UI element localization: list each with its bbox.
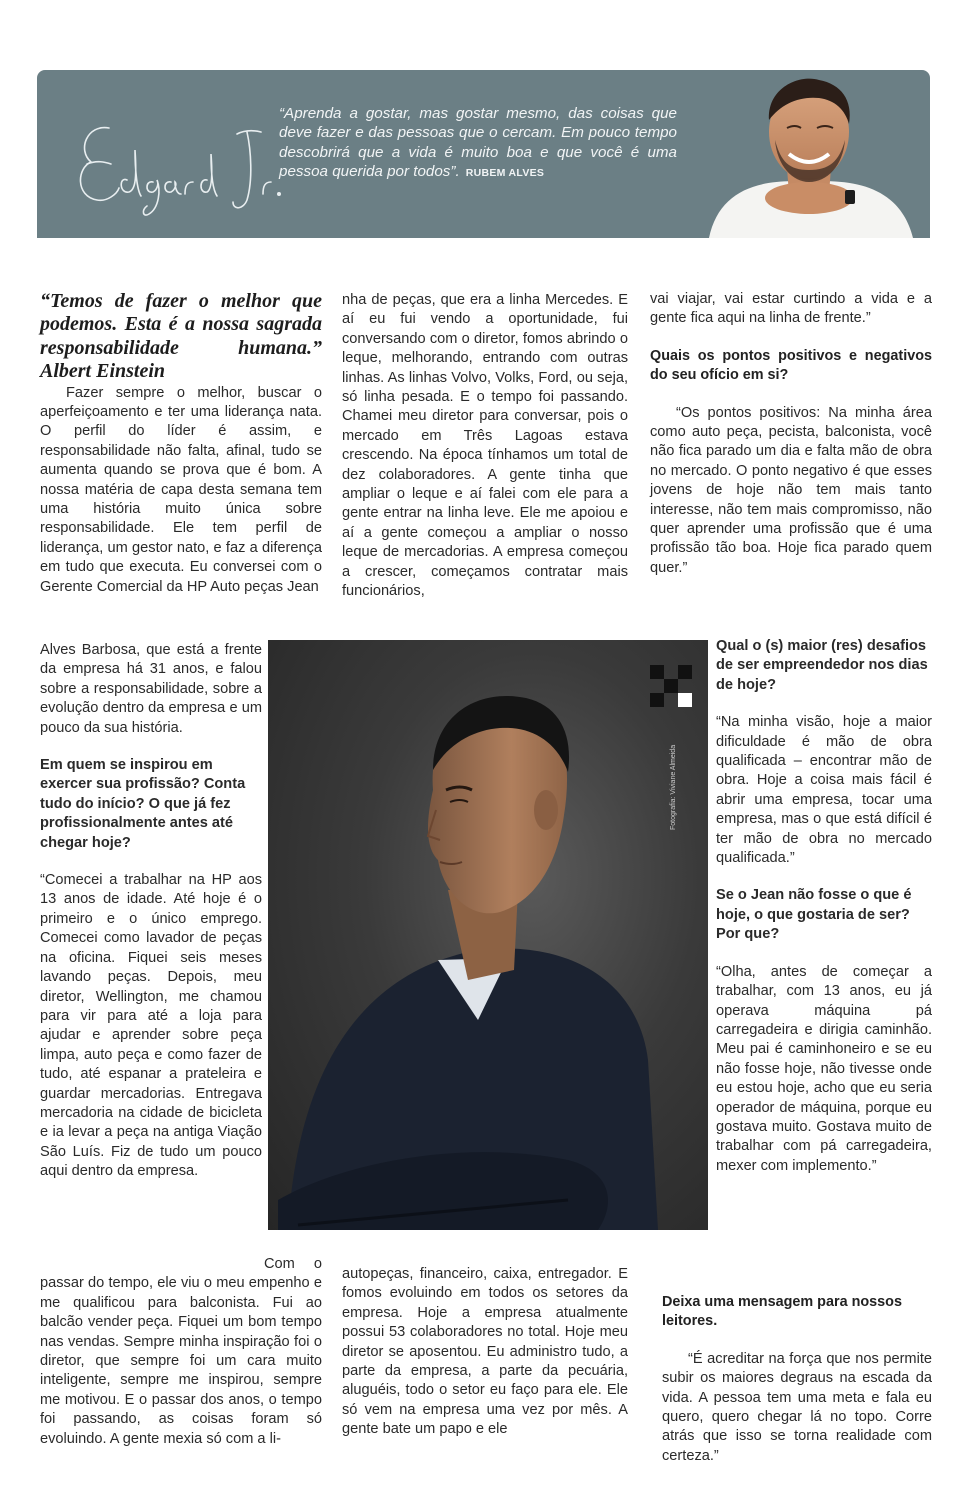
header-quote-text: “Aprenda a gostar, mas gostar mesmo, das coisas que deve fazer e das pessoas que o cercam. Em pouco tempo descobrirá que a vida é muito boa e que você é uma pessoa querida por todos”. (279, 105, 677, 181)
columnist-portrait (669, 70, 930, 238)
column-2-bottom (342, 1265, 628, 1440)
answer-1-part-4: autopeças, financeiro, caixa, entregador. E fomos evoluindo em todos os setores da empresa. Hoje a empresa atualmente possui 53 colaboradores no total. Hoje meu diretor se aposentou. Eu administro tudo, a parte da empresa, a parte da pecuária, aluguéis, todo o setor eu faço para ele. Ele só vem na empresa uma vez por mês. A gente bate um papo e ele (342, 1266, 628, 1438)
question-1: Em quem se inspirou em exercer sua profissão? Conta tudo do início? O que já fez profissionalmente antes até chegar hoje? (40, 757, 246, 851)
answer-2: “Os pontos positivos: Na minha área como auto peça, pecista, balconista, você não fica parado um dia e falta mão de obra no mercado. O ponto negativo é que esses jovens de hoje não tem mais tanto interesse, não tem mais compromisso, não quer aprender uma profissão que é uma profissão tão boa. Hoje fica parado quem quer.” (650, 404, 932, 576)
answer-1-part-2-block (40, 1255, 322, 1449)
answer-1-end: vai viajar, vai estar curtindo a vida e a gente fica aqui na linha de frente.” (650, 291, 932, 327)
interviewee-portrait (268, 640, 708, 1230)
column-3-bottom (662, 1293, 932, 1466)
question-2: Quais os pontos positivos e negativos do seu ofício em si? (650, 347, 932, 384)
answer-4: “Olha, antes de começar a trabalhar, com 13 anos, eu já operava máquina pá carregadeira e dirigia caminhão. Meu pai é caminhoneiro e se eu não fosse hoje, não tivesse onde eu estou hoje, acho que eu seria operador de máquina, porque eu gostava muito. Gostava muito de trabalhar com pá carregadeira, mexer com implemento.” (716, 963, 932, 1174)
header-quote (279, 104, 677, 184)
answer-3: “Na minha visão, hoje a maior dificuldade é mão de obra qualificada – encontrar mão de obra. Hoje a coisa mais fácil é abrir uma empresa, tocar uma empresa, mas o que está difícil é ter mão de obra no mercado qualificada.” (716, 714, 932, 867)
signature-logo (57, 110, 297, 220)
column-2-top (342, 291, 628, 602)
question-4: Se o Jean não fosse o que é hoje, o que gostaria de ser? Por que? (716, 887, 912, 943)
column-3 (650, 290, 932, 578)
answer-1-part-1: “Comecei a trabalhar na HP aos 13 anos de idade. Até hoje é o primeiro e o único emprego. Comecei como lavador de peças na oficina. Fiquei seis meses lavando peças. Depois, meu diretor, Wellington, me chamou para vir para até a loja para ajudar e aprender sobre peça limpa, auto peça e como fazer de tudo, até espanar a prateleira e guardar mercadorias. Entregava mercadoria na cidade de bicicleta e ia levar a peça na antiga Viação São Luís. Fiz de tudo um pouco aqui dentro da empresa. (40, 872, 262, 1180)
columnist-banner (37, 70, 930, 238)
column-1-narrow (40, 641, 262, 1182)
answer-1-part-3: nha de peças, que era a linha Mercedes. E aí eu fui vendo a oportunidade, fui conversando com o diretor, fomos abrindo o leque, melhorando, entrando com outras linhas. As linhas Volvo, Volks, Ford, ou seja, só linha pesada. E o tempo foi passando. Chamei meu diretor para conversar, pois o mercado em Três Lagoas estava crescendo. Na época tínhamos um total de dez colaboradores. A gente tinha que ampliar o leque e aí falei com ele para a gente entrar na linha leve. Ele me apoiou e aí a gente começou a ampliar o nosso leque de mercadorias. A empresa começou a crescer, começamos contratar mais funcionários, (342, 292, 628, 600)
intro-paragraph-continued: Alves Barbosa, que está a frente da empresa há 31 anos, e falou sobre a responsabilidade, sobre a evolução dentro da empresa e um pouco da sua história. (40, 642, 262, 736)
intro-paragraph: Fazer sempre o melhor, buscar o aperfeiçoamento e ter uma liderança nata. O perfil do líder é assim, e responsabilidade não falta, afinal, tudo se aumenta quando se prova que é bom. A nossa matéria de capa desta semana tem uma história muito única sobre responsabilidade. Ele tem perfil de liderança, um gestor nato, e faz a diferença em tudo que executa. Eu conversei com o Gerente Comercial da HP Auto peças Jean (40, 384, 322, 595)
answer-5: “É acreditar na força que nos permite subir os maiores degraus na escada da vida. A pessoa tem uma meta e fala eu quero, quero chegar lá no topo. Corre atrás que isso se torna realidade com certeza.” (662, 1350, 932, 1464)
interviewee-photo (268, 640, 708, 1230)
decorative-pixel-squares (650, 665, 692, 707)
column-3-narrow (716, 637, 932, 1176)
lead-quote: “Temos de fazer o melhor que podemos. Esta é a nossa sagrada responsabilidade humana.” Albert Einstein (40, 290, 322, 383)
column-1 (40, 290, 322, 597)
question-5: Deixa uma mensagem para nossos leitores. (662, 1294, 902, 1330)
photo-credit: Fotografia: Viviane Almeida (670, 744, 677, 830)
answer-1-part-2: Com o passar do tempo, ele viu o meu empenho e me qualificou para balconista. Fui ao balcão vender peça. Fiquei um bom tempo nas vendas. Sempre minha inspiração foi o diretor, que sempre foi um cara muito inteligente, sempre me inspirou, sempre me motivou. E o passar dos anos, o tempo foi passando, as coisas foram só evoluindo. A gente mexia só com a li- (40, 1256, 322, 1447)
header-quote-author: RUBEM ALVES (465, 167, 545, 180)
question-3: Qual o (s) maior (res) desafios de ser empreendedor nos dias de hoje? (716, 638, 928, 693)
